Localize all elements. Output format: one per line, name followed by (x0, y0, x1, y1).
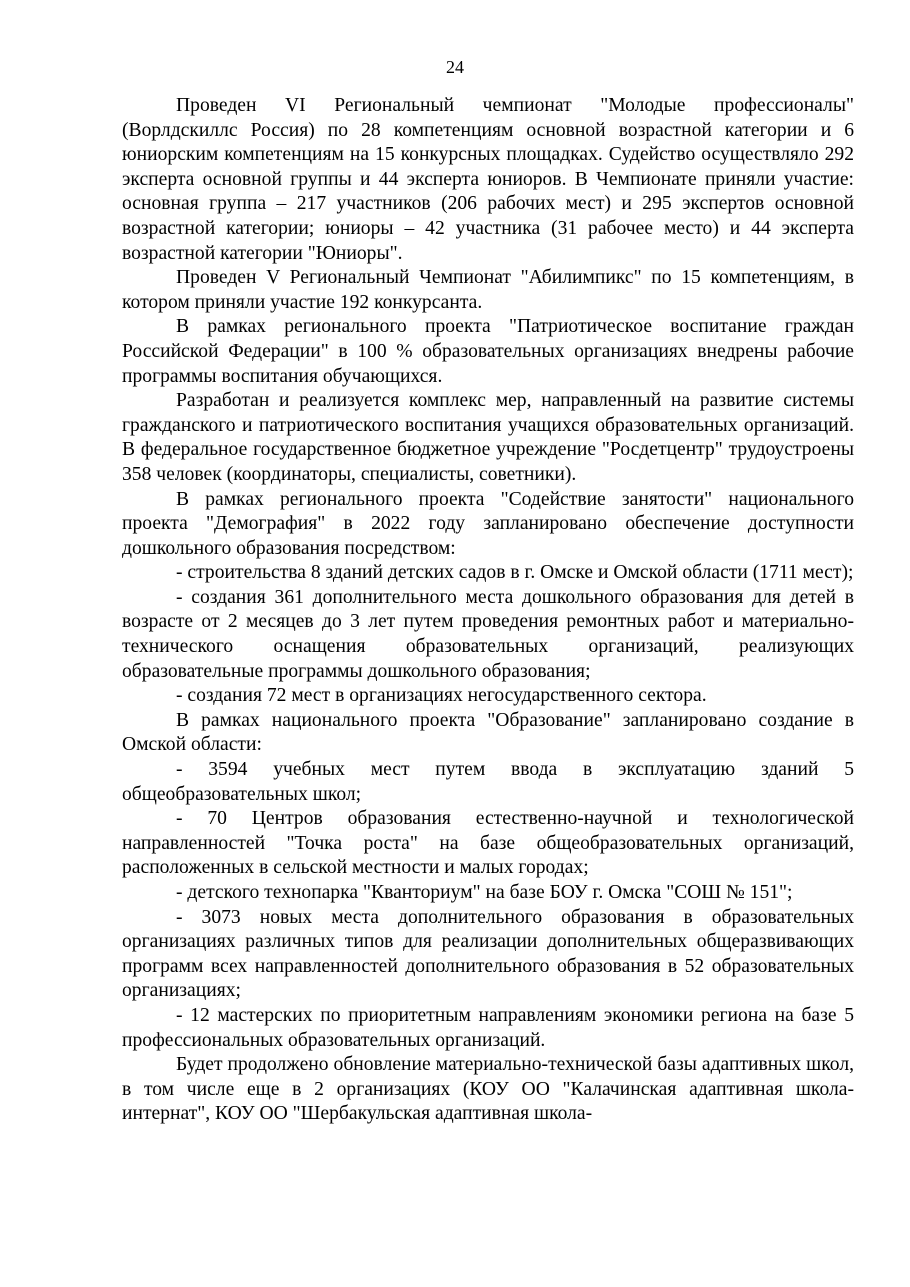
paragraph-adaptive-schools: Будет продолжено обновление материально-технической базы адаптивных школ, в том числе еще в 2 организациях (КОУ ОО "Калачинская адаптивная школа-интернат", КОУ ОО "Шербакульская адаптивная школа- (122, 1054, 854, 1125)
list-item-additional-education-places: - 3073 новых места дополнительного образования в образовательных организациях различных типов для реализации дополнительных общеразвивающих программ всех направленностей дополнительного образования в 52 образовательных организациях; (122, 906, 854, 1002)
list-item-growth-point-centers: - 70 Центров образования естественно-научной и технологической направленностей "Точка роста" на базе общеобразовательных организаций, расположенных в сельской местности и малых городах; (122, 808, 854, 879)
list-item-kindergarten-construction: - строительства 8 зданий детских садов в г. Омске и Омской области (1711 мест); (176, 562, 854, 584)
paragraph-patriotic-education: В рамках регионального проекта "Патриотическое воспитание граждан Российской Федерации" в 100 % образовательных организациях внедрены рабочие программы воспитания обучающихся. (122, 316, 854, 387)
paragraph-worldskills-championship: Проведен VI Региональный чемпионат "Молодые профессионалы" (Ворлдскиллс Россия) по 28 компетенциям основной возрастной категории и 6 юниорским компетенциям на 15 конкурсных площадках. Судейство осуществляло 292 эксперта основной группы и 44 эксперта юниоров. В Чемпионате приняли участие: основная группа – 217 участников (206 рабочих мест) и 295 экспертов основной возрастной категории; юниоры – 42 участника (31 рабочее место) и 44 эксперта возрастной категории "Юниоры". (122, 95, 854, 264)
paragraph-civic-education-measures: Разработан и реализуется комплекс мер, направленный на развитие системы гражданского и патриотического воспитания учащихся образовательных организаций. В федеральное государственное бюджетное учреждение "Росдетцентр" трудоустроены 358 человек (координаторы, специалисты, советники). (122, 390, 854, 485)
paragraph-employment-project: В рамках регионального проекта "Содействие занятости" национального проекта "Демография" в 2022 году запланировано обеспечение доступности дошкольного образования посредством: (122, 488, 854, 559)
paragraph-abilympics-championship: Проведен V Региональный Чемпионат "Абилимпикс" по 15 компетенциям, в котором приняли участие 192 конкурсанта. (122, 267, 854, 313)
list-item-workshops: - 12 мастерских по приоритетным направлениям экономики региона на базе 5 профессиональных образовательных организаций. (122, 1004, 854, 1051)
list-item-nongovernment-places: - создания 72 мест в организациях негосударственного сектора. (176, 685, 707, 707)
list-item-school-places: - 3594 учебных мест путем ввода в эксплуатацию зданий 5 общеобразовательных школ; (122, 759, 854, 805)
list-item-quantorium-technopark: - детского технопарка "Кванториум" на базе БОУ г. Омска "СОШ № 151"; (176, 882, 793, 903)
list-item-additional-preschool-places: - создания 361 дополнительного места дошкольного образования для детей в возрасте от 2 месяцев до 3 лет путем проведения ремонтных работ и материально-технического оснащения образовательных организаций, реализующих образовательные программы дошкольного образования; (122, 586, 854, 682)
page-number: 24 (446, 57, 464, 77)
paragraph-education-project: В рамках национального проекта "Образование" запланировано создание в Омской области: (122, 709, 854, 756)
document-body (122, 94, 854, 1127)
